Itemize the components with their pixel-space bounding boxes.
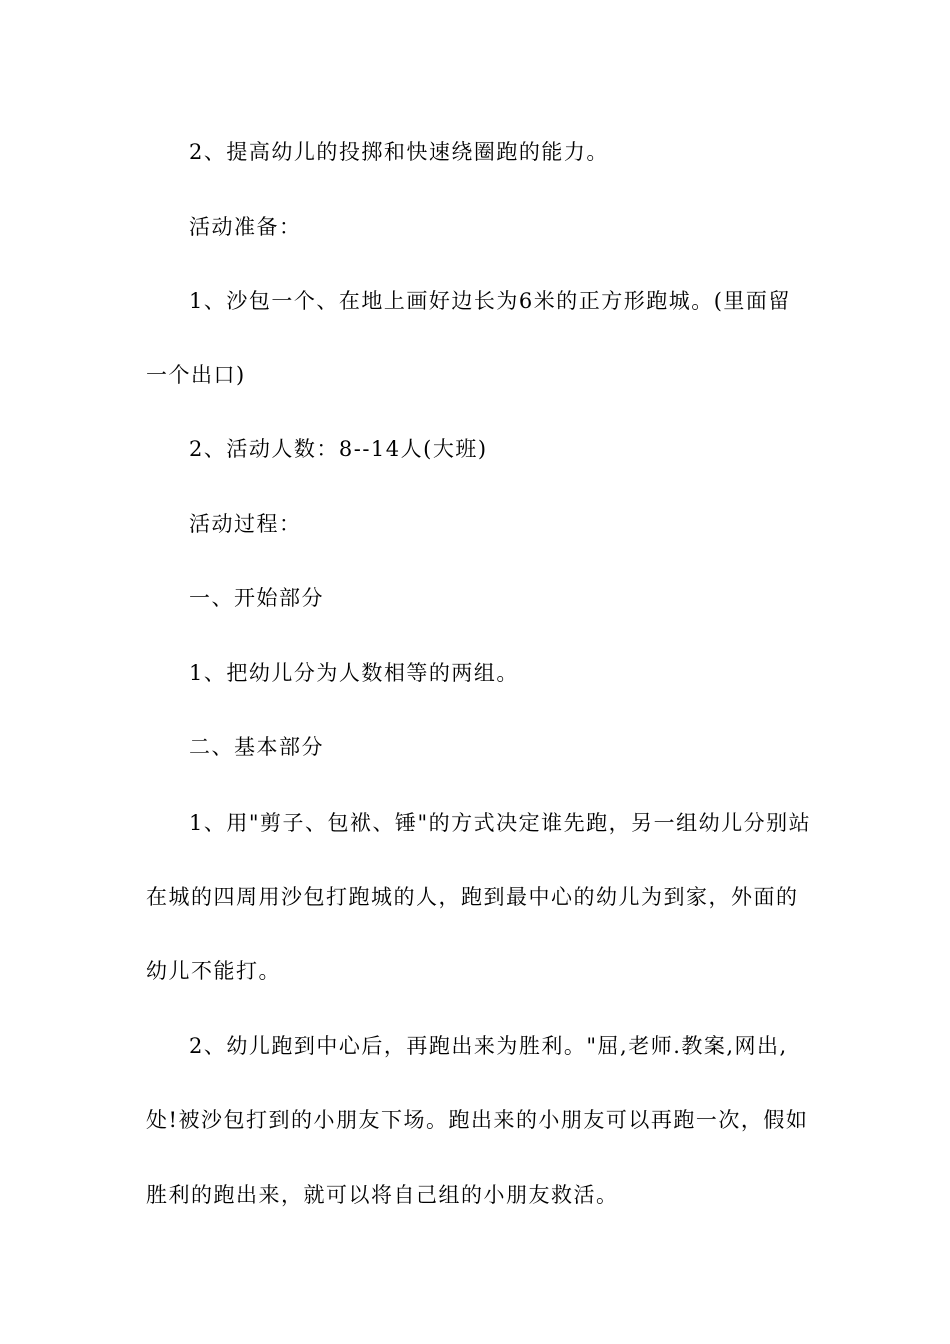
basic-item-2-continued-a: 处!被沙包打到的小朋友下场。跑出来的小朋友可以再跑一次，假如 [146,1108,809,1132]
basic-item-1-continued-b: 幼儿不能打。 [146,959,281,983]
subsection-heading-basic: 二、基本部分 [189,735,324,759]
objective-line: 2、提高幼儿的投掷和快速绕圈跑的能力。 [189,140,609,164]
preparation-item-2: 2、活动人数：8--14人(大班) [189,437,488,461]
start-item-1: 1、把幼儿分为人数相等的两组。 [189,661,519,685]
section-heading-process: 活动过程： [189,512,302,536]
preparation-item-1-continued: 一个出口) [146,363,246,387]
preparation-item-1: 1、沙包一个、在地上画好边长为6米的正方形跑城。(里面留 [189,289,791,313]
section-heading-preparation: 活动准备： [189,215,302,239]
basic-item-1: 1、用"剪子、包袱、锤"的方式决定谁先跑，另一组幼儿分别站 [189,811,812,835]
subsection-heading-start: 一、开始部分 [189,586,324,610]
basic-item-1-continued-a: 在城的四周用沙包打跑城的人，跑到最中心的幼儿为到家，外面的 [146,885,799,909]
basic-item-2: 2、幼儿跑到中心后，再跑出来为胜利。"屈,老师.教案,网出, [189,1034,788,1058]
basic-item-2-continued-b: 胜利的跑出来，就可以将自己组的小朋友救活。 [146,1183,619,1207]
